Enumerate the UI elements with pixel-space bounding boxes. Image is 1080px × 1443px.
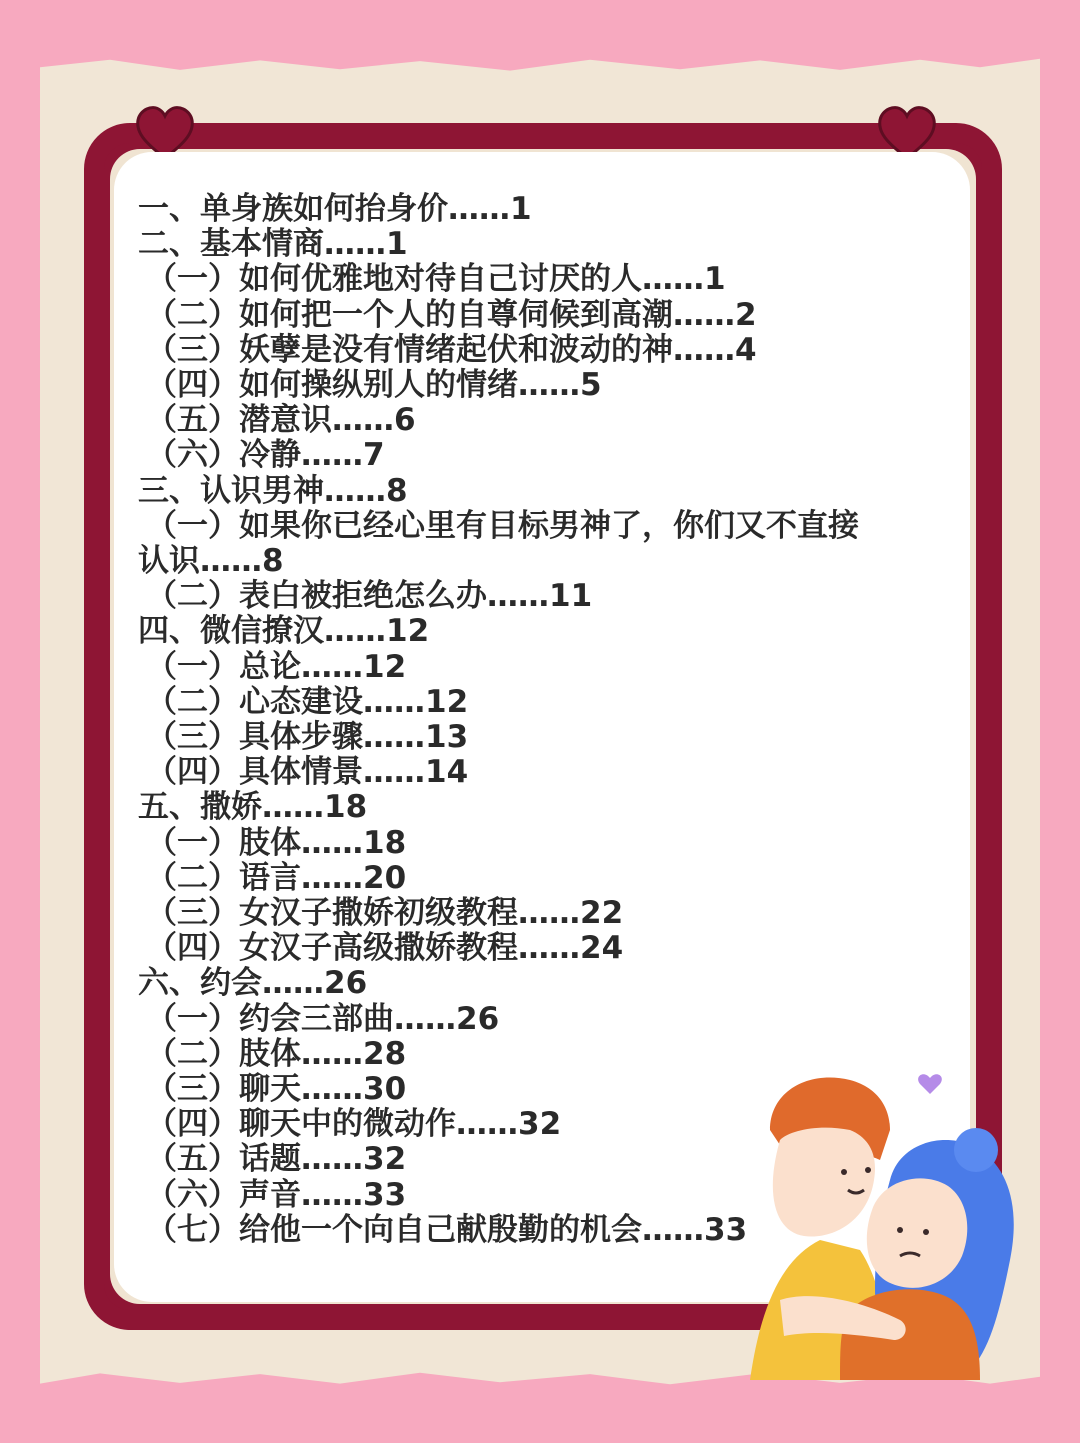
toc-item: （四）如何操纵别人的情绪……5	[146, 367, 602, 404]
toc-item: （三）妖孽是没有情绪起伏和波动的神……4	[146, 331, 757, 368]
toc-item: （二）表白被拒绝怎么办……11	[146, 578, 593, 615]
toc-item: （四）具体情景……14	[146, 754, 469, 791]
toc-item: （五）潜意识……6	[146, 402, 416, 439]
toc-item: （一）肢体……18	[146, 824, 407, 861]
toc-item: （一）如何优雅地对待自己讨厌的人……1	[146, 261, 726, 298]
toc-item: （四）聊天中的微动作……32	[146, 1106, 562, 1143]
toc-section: 二、基本情商……1	[138, 226, 408, 263]
toc-item: （三）具体步骤……13	[146, 719, 469, 756]
toc-item: （四）女汉子高级撒娇教程……24	[146, 930, 624, 967]
toc-item: （七）给他一个向自己献殷勤的机会……33	[146, 1211, 748, 1248]
toc-section: 五、撒娇……18	[138, 789, 368, 826]
toc-section: 一、单身族如何抬身价……1	[138, 191, 532, 227]
toc-item-continuation: 认识……8	[138, 543, 284, 580]
small-purple-heart-icon	[918, 1074, 942, 1094]
toc-item: （三）女汉子撒娇初级教程……22	[146, 895, 624, 932]
toc-item: （六）冷静……7	[146, 437, 385, 474]
toc-item: （一）总论……12	[146, 648, 407, 685]
toc-section: 四、微信撩汉……12	[138, 613, 430, 650]
toc-item: （一）如果你已经心里有目标男神了，你们又不直接	[146, 507, 859, 544]
toc-item: （三）聊天……30	[146, 1071, 407, 1108]
toc-item: （六）声音……33	[146, 1176, 407, 1213]
toc-item: （二）如何把一个人的自尊伺候到高潮……2	[146, 296, 757, 333]
toc-item: （二）语言……20	[146, 859, 407, 896]
toc-item: （二）肢体……28	[146, 1035, 407, 1072]
toc-item: （一）约会三部曲……26	[146, 1000, 500, 1037]
toc-item: （二）心态建设……12	[146, 683, 469, 720]
toc-item: （五）话题……32	[146, 1141, 407, 1178]
couple-illustration	[740, 1060, 1040, 1390]
toc-section: 六、约会……26	[138, 965, 368, 1002]
toc-section: 三、认识男神……8	[138, 472, 408, 509]
